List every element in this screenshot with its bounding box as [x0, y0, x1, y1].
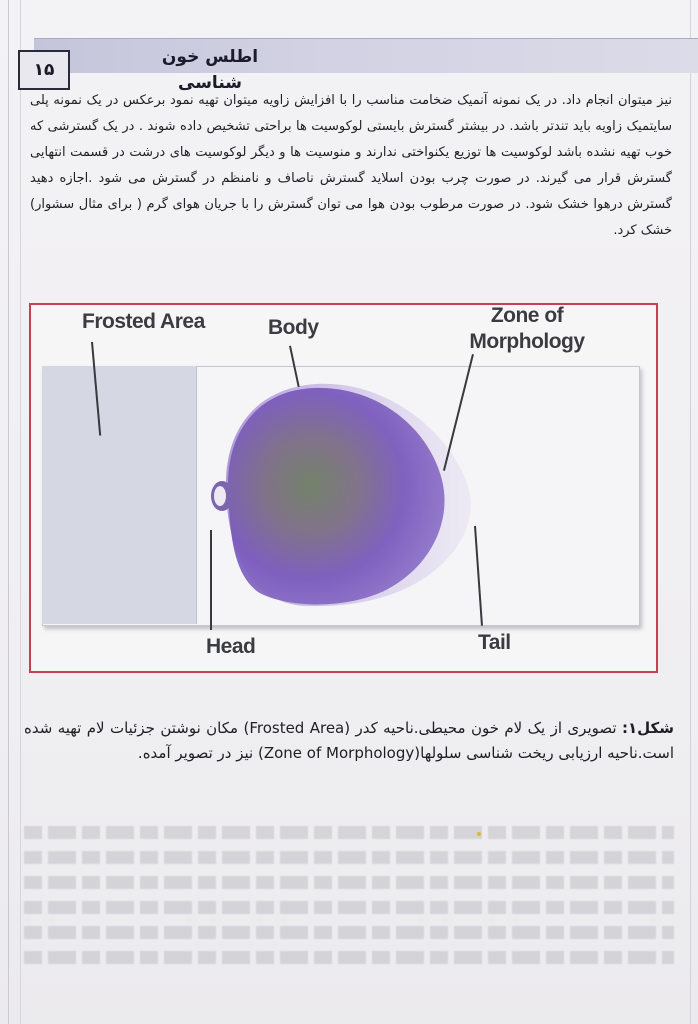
label-frosted-area: Frosted Area	[82, 310, 205, 333]
label-head: Head	[206, 635, 256, 658]
body-paragraph: نیز میتوان انجام داد. در یک نمونه آنمیک ضخامت مناسب را با افزایش زاویه میتوان تهیه نمود برعکس در یک نمونه پلی سایتمیک زاویه باید تندتر باشد. در بیشتر گسترش بایستی لوکوسیت ها براحتی تشخیص داده شوند . در یک گسترشی که خوب تهیه نشده باشد لوکوسیت ها توزیع یکنواختی ندارند و منوسیت ها و دیگر لوکوسیت های درشت در قسمت انتهایی گسترش قرار می گیرند. در صورت چرب بودن اسلاید گسترش ناصاف و نامنظم در گسترش می شود .اجازه دهید گسترش درهوا خشک شود. در صورت مرطوب بودن هوا می توان گسترش را با جریان هوای گرم ( برای مثال سشوار) خشک کرد.	[30, 93, 672, 238]
blood-smear	[196, 370, 486, 620]
label-zone-line1: Zone of	[490, 304, 564, 327]
margin-line	[690, 0, 691, 1024]
margin-line	[20, 0, 21, 1024]
figure-caption	[24, 716, 674, 796]
label-tail: Tail	[478, 631, 511, 654]
chapter-title: اطلس خون شناسی	[161, 47, 259, 93]
caption-text: تصویری از یک لام خون محیطی.ناحیه کدر (Frosted Area) مکان نوشتن جزئیات لام تهیه شده است.ناحیه ارزیابی ریخت شناسی سلولها(Zone of Morphology) نیز در تصویر آمده.	[24, 719, 674, 762]
frosted-area-region	[42, 366, 197, 624]
margin-line	[8, 0, 9, 1024]
chapter-header-band	[34, 38, 698, 93]
label-zone-line2: Morphology	[469, 330, 585, 353]
caption-label: شکل۱:	[621, 719, 674, 737]
paper-speck	[477, 832, 481, 836]
label-zone-of-morphology	[462, 303, 592, 355]
label-body: Body	[268, 316, 319, 339]
head-pointer	[210, 530, 212, 630]
bleed-through-text	[24, 826, 674, 996]
page-number: ۱۵	[18, 50, 70, 90]
